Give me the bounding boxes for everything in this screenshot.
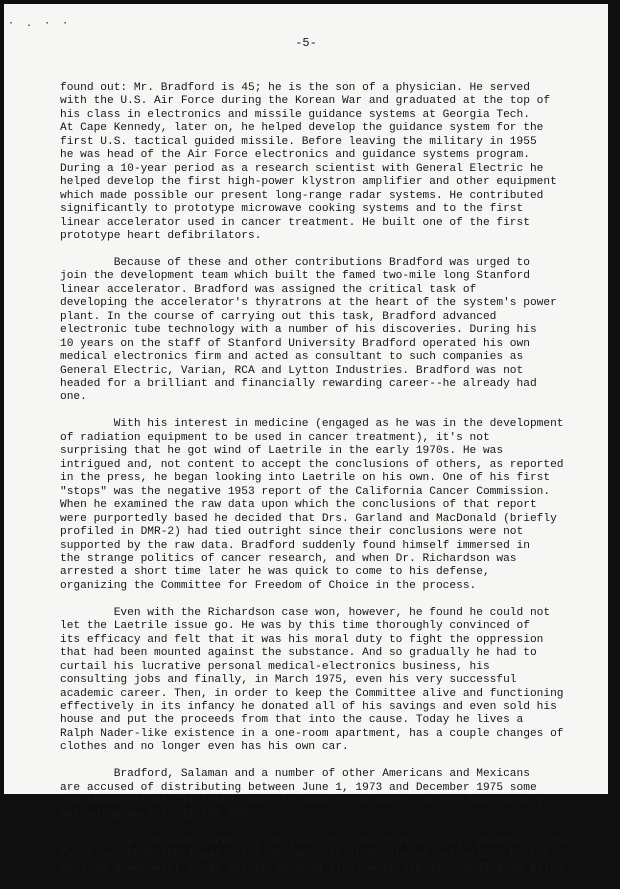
text-line: consulting jobs and finally, in March 1975, even his very successful (60, 674, 517, 687)
body-text (60, 82, 600, 889)
text-line: Mexican government is $9 per three-gram vial, with tablets ranging in price (60, 862, 564, 875)
text-line: his class in electronics and missile guidance systems at Georgia Tech. (60, 108, 530, 121)
scanner-specks: · . · · (8, 18, 72, 29)
text-line: General Electric, Varian, RCA and Lytton Industries. Bradford was not (60, 364, 524, 377)
text-line: profiled in DMR-2) had tied outright since their conclusions were not (60, 526, 524, 539)
text-line: "stops" was the negative 1953 report of the California Cancer Commission. (60, 485, 551, 498)
text-line: he was head of the Air Force electronics and guidance systems program. (60, 149, 530, 162)
text-line: its efficacy and felt that it was his moral duty to fight the oppression (60, 633, 544, 646)
text-line: linear accelerator used in cancer treatment. He built one of the first (60, 216, 530, 229)
text-line: Even with the Richardson case won, however, he found he could not (60, 606, 551, 619)
paragraph (60, 607, 600, 755)
text-line: found out: Mr. Bradford is 45; he is the son of a physician. He served (60, 82, 530, 94)
text-line: which made possible our present long-range radar systems. He contributed (60, 189, 544, 202)
paragraph (60, 82, 600, 243)
text-line: that had been mounted against the substance. And so gradually he had to (60, 647, 537, 660)
text-line: marked-up market--$1,200,000. (60, 808, 255, 821)
text-line: At Cape Kennedy, later on, he helped develop the guidance system for the (60, 122, 544, 135)
text-line: of radiation equipment to be used in cancer treatment), it's not (60, 431, 490, 444)
text-line: were purportedly based he decided that Drs. Garland and MacDonald (briefly (60, 512, 557, 525)
text-line: house and put the proceeds from that into the cause. Today he lives a (60, 714, 524, 727)
text-line: intrigued and, not content to accept the conclusions of others, as reported (60, 458, 564, 471)
text-line: 10 years on the staff of Stanford University Bradford operated his own (60, 337, 530, 350)
text-line: significantly to prototype microwave cooking systems and to the first (60, 203, 524, 216)
paragraph (60, 836, 600, 876)
paragraph (60, 418, 600, 593)
text-line: helped develop the first high-power klystron amplifier and other equipment (60, 176, 557, 189)
text-line: with the U.S. Air Force during the Korean War and graduated at the top of (60, 95, 551, 108)
text-line: With his interest in medicine (engaged as he was in the development (60, 418, 564, 431)
text-line: first U.S. tactical guided missile. Before leaving the military in 1955 (60, 135, 537, 148)
text-line: supported by the raw data. Bradford suddenly found himself immersed in (60, 539, 530, 552)
text-line: Bradford, Salaman and a number of other Americans and Mexicans (60, 768, 530, 781)
text-line: let the Laetrile issue go. He was by this time thoroughly convinced of (60, 620, 530, 633)
text-line: curtail his lucrative personal medical-electronics business, his (60, 660, 490, 673)
text-line: organizing the Committee for Freedom of Choice in the process. (60, 579, 477, 592)
text-line: surprising that he got wind of Laetrile in the early 1970s. He was (60, 445, 504, 458)
paragraph (60, 257, 600, 405)
text-line: in the press, he began looking into Laetrile on his own. One of his first (60, 472, 551, 485)
text-line: linear accelerator. Bradford was assigned the critical task of (60, 283, 477, 296)
text-line: Because of these and other contributions Bradford was urged to (60, 256, 530, 269)
text-line: Ralph Nader-like existence in a one-room apartment, has a couple changes of (60, 727, 564, 740)
text-line: academic career. Then, in order to keep the Committee alive and functioning (60, 687, 564, 700)
text-line: prototype heart defibrilators. (60, 229, 262, 242)
text-line: join the development team which built the famed two-mile long Stanford (60, 270, 530, 283)
paragraph (60, 768, 600, 822)
text-line: 700 shipments of "illicit" Laetrile said to be worth--on the heartlessly (60, 795, 544, 808)
text-line: "Let us look carefully at just this one figure," says Bradford. "The (60, 835, 571, 848)
text-line: plant. In the course of carrying out this task, Bradford advanced (60, 310, 497, 323)
text-line: facts are that the legal price of Laetrile in Mexico as authorized by the (60, 849, 551, 862)
document-page (4, 4, 608, 875)
text-line: effectively in its infancy he donated all of his savings and even sold his (60, 700, 557, 713)
text-line: arrested a short time later he was quick to come to his defense, (60, 566, 490, 579)
text-line: headed for a brilliant and financially rewarding career--he already had (60, 378, 537, 391)
page-number: -5- (295, 36, 317, 50)
text-line: When he examined the raw data upon which the conclusions of that report (60, 499, 537, 512)
text-line: are accused of distributing between June 1, 1973 and December 1975 some (60, 781, 537, 794)
text-line: electronic tube technology with a number of his discoveries. During his (60, 324, 537, 337)
text-line: clothes and no longer even has his own car. (60, 741, 349, 754)
text-line: During a 10-year period as a research scientist with General Electric he (60, 162, 544, 175)
text-line: medical electronics firm and acted as consultant to such companies as (60, 351, 524, 364)
text-line: one. (60, 391, 87, 404)
text-line: developing the accelerator's thyratrons at the heart of the system's power (60, 297, 557, 310)
text-line: the strange politics of cancer research, and when Dr. Richardson was (60, 552, 517, 565)
